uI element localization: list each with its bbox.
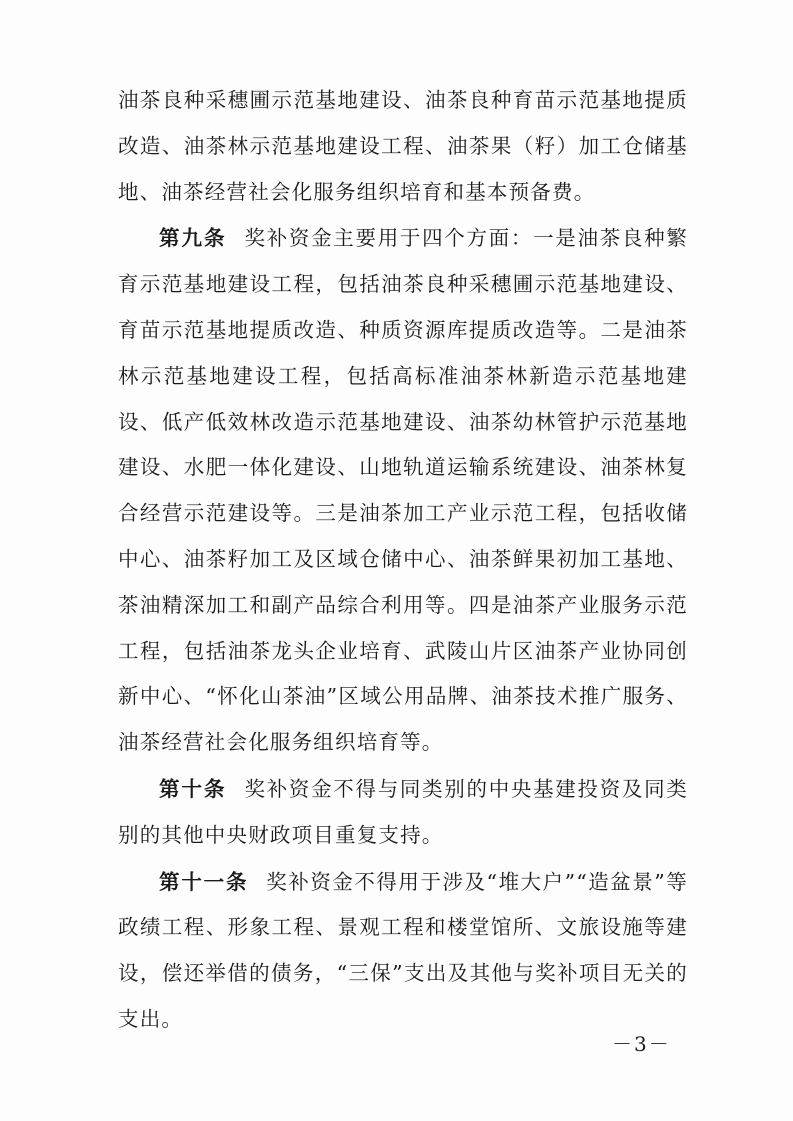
article-label: 第九条: [159, 226, 227, 251]
paragraph-text: 油茶良种采穗圃示范基地建设、油茶良种育苗示范基地提质改造、油茶林示范基地建设工程、油茶果（籽）加工仓储基地、油茶经营社会化服务组织培育和基本预备费。: [118, 88, 688, 204]
article-label: 第十一条: [159, 869, 249, 894]
paragraph-text: 奖补资金主要用于四个方面：一是油茶良种繁育示范基地建设工程，包括油茶良种采穗圃示范基地建设、育苗示范基地提质改造、种质资源库提质改造等。二是油茶林示范基地建设工程，包括高标准油茶林新造示范基地建设、低产低效林改造示范基地建设、油茶幼林管护示范基地建设、水肥一体化建设、山地轨道运输系统建设、油茶林复合经营示范建设等。三是油茶加工产业示范工程，包括收储中心、油茶籽加工及区域仓储中心、油茶鲜果初加工基地、茶油精深加工和副产品综合利用等。四是油茶产业服务示范工程，包括油茶龙头企业培育、武陵山片区油茶产业协同创新中心、“怀化山茶油”区域公用品牌、油茶技术推广服务、油茶经营社会化服务组织培育等。: [118, 226, 688, 755]
paragraph-text: 奖补资金不得用于涉及“堆大户”“造盆景”等政绩工程、形象工程、景观工程和楼堂馆所、文旅设施等建设，偿还举借的债务，“三保”支出及其他与奖补项目无关的支出。: [118, 869, 689, 1031]
article-10: [118, 767, 688, 859]
document-body: [118, 78, 688, 1044]
article-9: [118, 216, 688, 766]
article-11: [118, 860, 688, 1043]
paragraph-continuation: [118, 78, 688, 215]
article-label: 第十条: [159, 776, 227, 801]
page-number: －3－: [612, 1032, 671, 1056]
paragraph-text: 奖补资金不得与同类别的中央基建投资及同类别的其他中央财政项目重复支持。: [118, 776, 688, 847]
